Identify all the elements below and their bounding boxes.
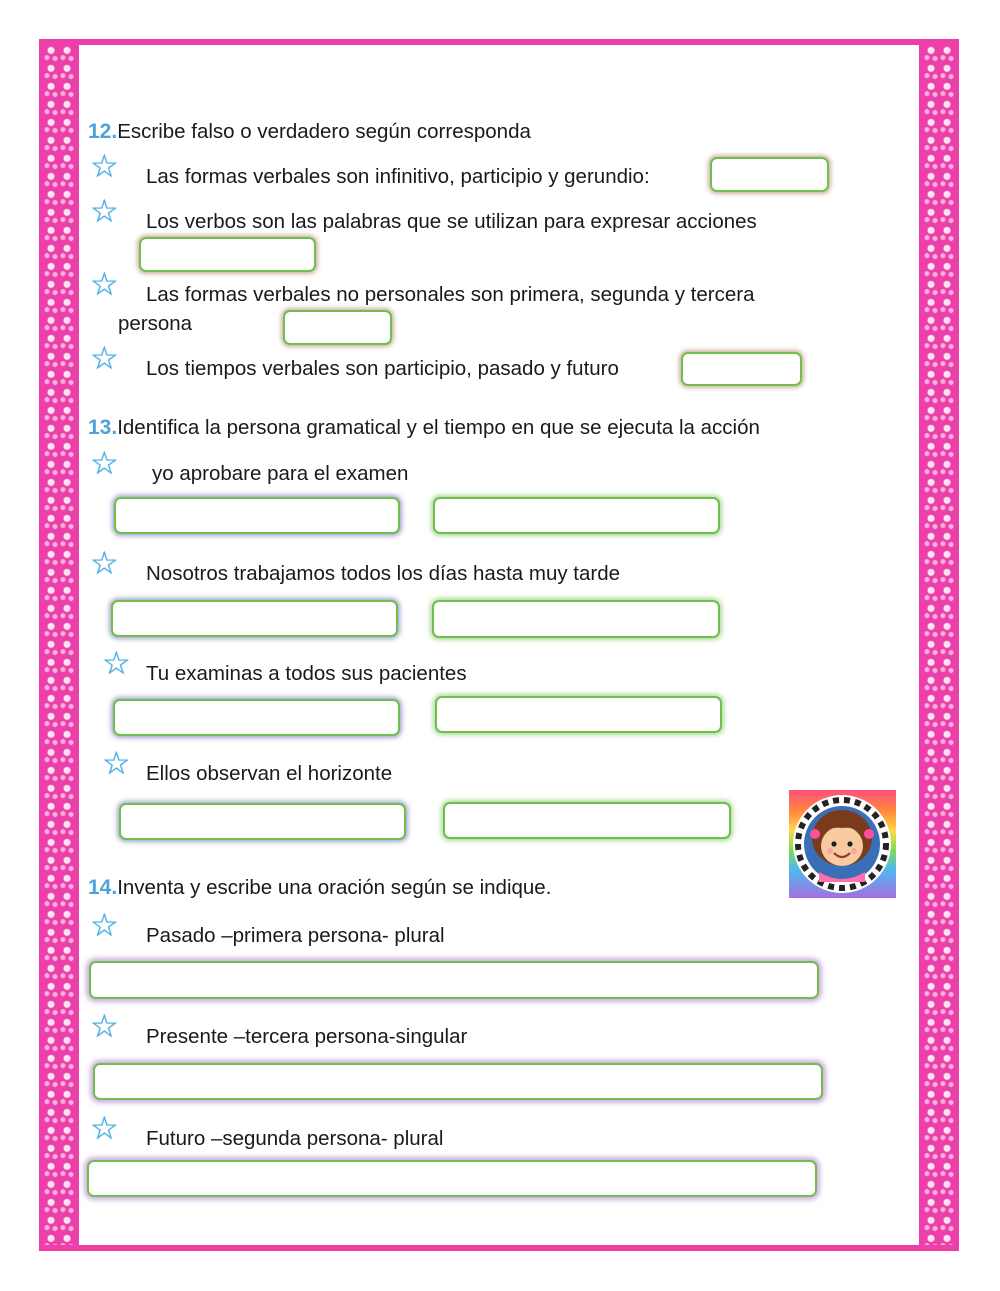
tiempo-box-13-1[interactable] [433, 497, 720, 534]
answer-box-12-3[interactable] [283, 310, 392, 345]
section-12-title: Escribe falso o verdadero según corresponda [117, 120, 531, 143]
item-14-3-text: Futuro –segunda persona- plural [146, 1127, 444, 1150]
answer-box-12-2[interactable] [139, 237, 316, 272]
persona-box-13-2[interactable] [111, 600, 398, 637]
section-13-heading [88, 416, 760, 440]
persona-box-13-1[interactable] [114, 497, 400, 534]
section-13-title: Identifica la persona gramatical y el tiempo en que se ejecuta la acción [117, 416, 760, 439]
star-icon: ☆ [90, 148, 119, 184]
floral-border-left [43, 45, 75, 1245]
star-icon: ☆ [90, 340, 119, 376]
answer-box-12-4[interactable] [681, 352, 802, 386]
girl-face-icon [789, 790, 896, 898]
answer-box-12-1[interactable] [710, 157, 829, 192]
tiempo-box-13-4[interactable] [443, 802, 731, 839]
star-icon: ☆ [90, 1110, 119, 1146]
tiempo-box-13-2[interactable] [432, 600, 720, 638]
persona-box-13-4[interactable] [119, 803, 406, 840]
sentence-box-14-3[interactable] [87, 1160, 817, 1197]
section-12-number: 12. [88, 120, 118, 143]
item-13-2-text: Nosotros trabajamos todos los días hasta muy tarde [146, 562, 621, 585]
item-12-2-text: Los verbos son las palabras que se utilizan para expresar acciones [146, 210, 757, 233]
star-icon: ☆ [90, 445, 119, 481]
floral-border-right [923, 45, 955, 1245]
section-13-number: 13. [88, 416, 118, 439]
section-14-number: 14. [88, 876, 118, 899]
star-icon: ☆ [102, 745, 131, 781]
item-12-3-text: Las formas verbales no personales son primera, segunda y tercera [146, 283, 755, 306]
item-13-3-text: Tu examinas a todos sus pacientes [146, 662, 467, 685]
star-icon: ☆ [90, 545, 119, 581]
section-14-heading [88, 876, 551, 900]
star-icon: ☆ [90, 266, 119, 302]
item-14-2-text: Presente –tercera persona-singular [146, 1025, 468, 1048]
item-13-1-text: yo aprobare para el examen [152, 462, 409, 485]
item-12-3-text-cont: persona [118, 312, 193, 335]
star-icon: ☆ [90, 1008, 119, 1044]
section-14-title: Inventa y escribe una oración según se indique. [117, 876, 552, 899]
item-13-4-text: Ellos observan el horizonte [146, 762, 393, 785]
star-icon: ☆ [90, 907, 119, 943]
item-12-1-text: Las formas verbales son infinitivo, participio y gerundio: [146, 165, 650, 188]
girl-picture [789, 790, 896, 898]
star-icon: ☆ [102, 645, 131, 681]
star-icon: ☆ [90, 193, 119, 229]
item-14-1-text: Pasado –primera persona- plural [146, 924, 445, 947]
section-12-heading [88, 120, 531, 144]
tiempo-box-13-3[interactable] [435, 696, 722, 733]
sentence-box-14-2[interactable] [93, 1063, 823, 1100]
item-12-4-text: Los tiempos verbales son participio, pasado y futuro [146, 357, 619, 380]
persona-box-13-3[interactable] [113, 699, 400, 736]
sentence-box-14-1[interactable] [89, 961, 819, 999]
